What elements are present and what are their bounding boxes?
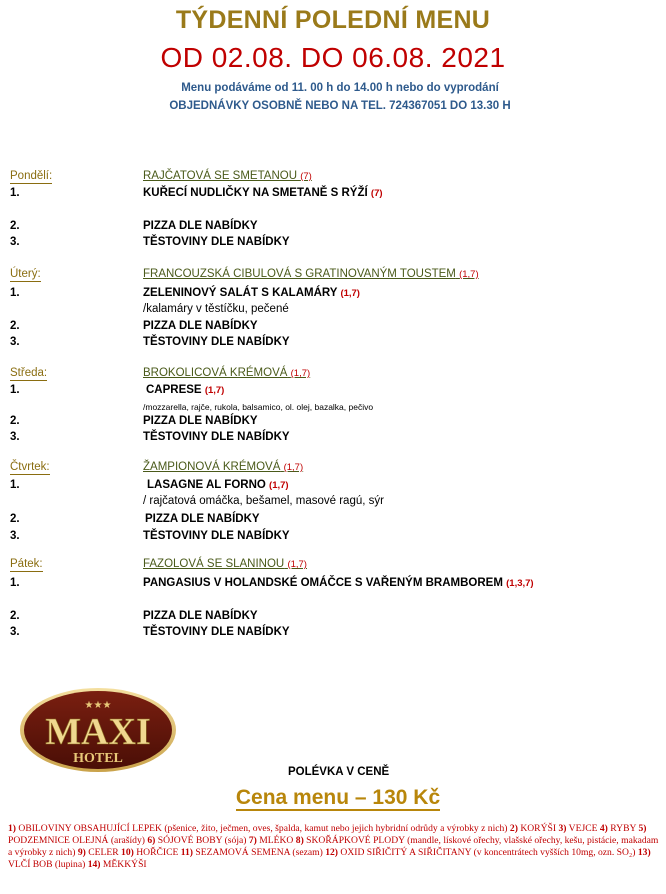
soup-tuesday: FRANCOUZSKÁ CIBULOVÁ S GRATINOVANÝM TOUSTEM (1,7): [143, 268, 479, 280]
day-label-wednesday: Středa:: [10, 367, 48, 379]
soup-friday: FAZOLOVÁ SE SLANINOU (1,7): [143, 558, 307, 570]
item-number: 2.: [10, 320, 20, 332]
menu-price: Cena menu – 130 Kč: [235, 786, 441, 809]
logo-brand: MAXI: [45, 711, 151, 753]
allergen-list: 1) OBILOVINY OBSAHUJÍCÍ LEPEK (pšenice, žito, ječmen, oves, špalda, kamut nebo jejich hybridní odrůdy a výrobky z nich) 2) KORÝŠI 3) VEJCE 4) RYBY 5) PODZEMNICE OLEJNÁ (arašídy) 6) SÓJOVÉ BOBY (sója) 7) MLÉKO 8) SKOŘÁPKOVÉ PLODY (mandle, lískové ořechy, vlašské ořechy, kešu, pistácie, makadam a výrobky z nich) 9) CELER 10) HOŘČICE 11) SEZAMOVÁ SEMENA (sezam) 12) OXID SIŘIČITÝ A SIŘIČITANY (v koncentrátech vyšších 10mg, ozn. SO₂) 13) VLČÍ BOB (lupina) 14) MĚKKÝŠI: [8, 823, 659, 870]
day-label-monday: Pondělí:: [10, 170, 53, 182]
dish-description: /mozzarella, rajče, rukola, balsamico, ol. olej, bazalka, pečivo: [143, 402, 374, 412]
soup-thursday: ŽAMPIONOVÁ KRÉMOVÁ (1,7): [143, 461, 304, 473]
day-label-tuesday: Úterý:: [10, 268, 41, 280]
soup-monday: RAJČATOVÁ SE SMETANOU (7): [143, 170, 312, 182]
dish-name: TĚSTOVINY DLE NABÍDKY: [143, 530, 290, 542]
item-number: 3.: [10, 336, 20, 348]
soup-wednesday: BROKOLICOVÁ KRÉMOVÁ (1,7): [143, 367, 311, 379]
dish-name: LASAGNE AL FORNO (1,7): [147, 479, 289, 491]
item-number: 3.: [10, 431, 20, 443]
logo-stars: ★★★: [84, 700, 112, 711]
item-number: 1.: [10, 187, 20, 199]
dish-description: / rajčatová omáčka, bešamel, masové ragú, sýr: [143, 495, 384, 507]
dish-name: PANGASIUS V HOLANDSKÉ OMÁČCE S VAŘENÝM BRAMBOREM (1,3,7): [143, 577, 534, 589]
dish-description: /kalamáry v těstíčku, pečené: [143, 303, 289, 315]
item-number: 3.: [10, 626, 20, 638]
soup-included-note: POLÉVKA V CENĚ: [288, 766, 390, 778]
dish-name: KUŘECÍ NUDLIČKY NA SMETANĚ S RÝŽÍ (7): [143, 187, 383, 199]
dish-name: PIZZA DLE NABÍDKY: [143, 610, 258, 622]
item-number: 3.: [10, 530, 20, 542]
item-number: 2.: [10, 220, 20, 232]
item-number: 1.: [10, 577, 20, 589]
dish-name: TĚSTOVINY DLE NABÍDKY: [143, 431, 290, 443]
item-number: 1.: [10, 287, 20, 299]
dish-name: PIZZA DLE NABÍDKY: [145, 513, 260, 525]
item-number: 3.: [10, 236, 20, 248]
item-number: 1.: [10, 479, 20, 491]
dish-name: TĚSTOVINY DLE NABÍDKY: [143, 236, 290, 248]
dish-name: PIZZA DLE NABÍDKY: [143, 415, 258, 427]
item-number: 2.: [10, 415, 20, 427]
dish-name: TĚSTOVINY DLE NABÍDKY: [143, 626, 290, 638]
serving-hours: Menu podáváme od 11. 00 h do 14.00 h nebo do vyprodání: [181, 82, 499, 94]
item-number: 2.: [10, 610, 20, 622]
date-range: OD 02.08. DO 06.08. 2021: [160, 42, 506, 73]
maxi-hotel-logo: [18, 686, 178, 774]
dish-name: PIZZA DLE NABÍDKY: [143, 220, 258, 232]
dish-name: ZELENINOVÝ SALÁT S KALAMÁRY (1,7): [143, 287, 360, 299]
orders-info: OBJEDNÁVKY OSOBNĚ NEBO NA TEL. 724367051 DO 13.30 H: [169, 100, 511, 112]
logo-subtitle: HOTEL: [73, 751, 123, 766]
dish-name: TĚSTOVINY DLE NABÍDKY: [143, 336, 290, 348]
item-number: 2.: [10, 513, 20, 525]
item-number: 1.: [10, 384, 20, 396]
day-label-friday: Pátek:: [10, 558, 43, 570]
menu-title: TÝDENNÍ POLEDNÍ MENU: [175, 6, 491, 34]
dish-name: CAPRESE (1,7): [146, 384, 225, 396]
dish-name: PIZZA DLE NABÍDKY: [143, 320, 258, 332]
day-label-thursday: Čtvrtek:: [10, 461, 50, 473]
